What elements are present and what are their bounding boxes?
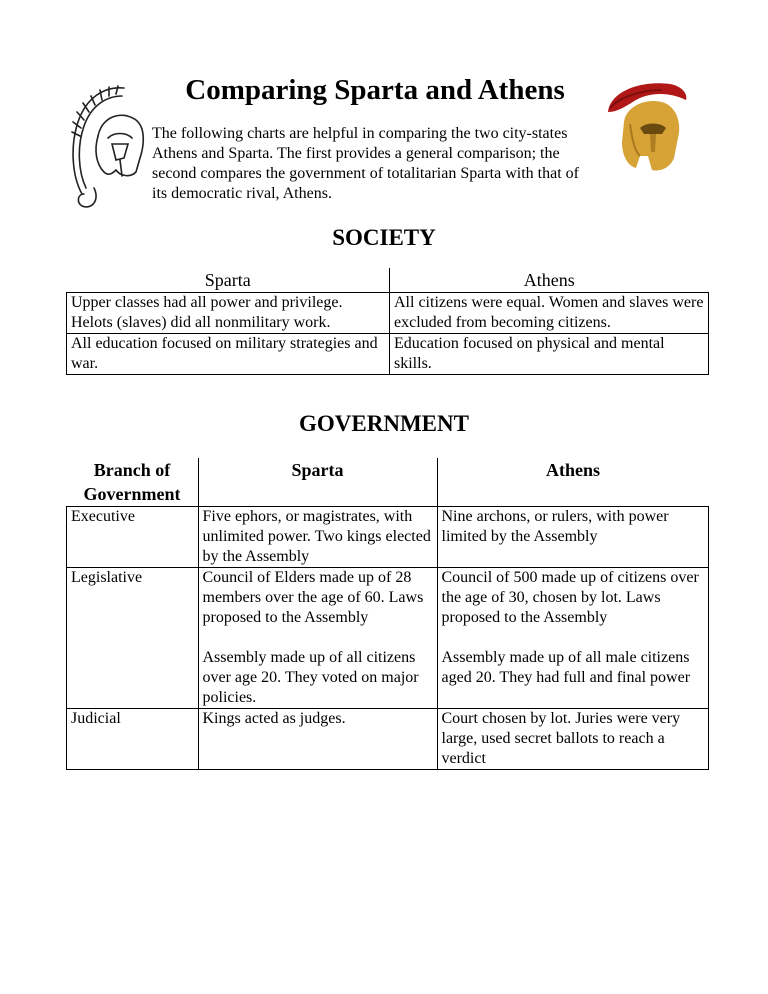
- gov-sparta-text-1: Council of Elders made up of 28 members over the age of 60. Laws proposed to the Assembly: [202, 569, 424, 626]
- society-cell-athens: All citizens were equal. Women and slaves were excluded from becoming citizens.: [390, 293, 709, 334]
- gov-branch-cell: Executive: [67, 507, 199, 568]
- gov-branch-cell: Judicial: [67, 709, 199, 770]
- government-header-row: [67, 458, 709, 507]
- gov-header-athens: Athens: [545, 460, 600, 480]
- society-header-row: [67, 268, 709, 293]
- society-header-sparta: Sparta: [67, 268, 390, 293]
- table-row: [67, 334, 709, 375]
- society-cell-athens: Education focused on physical and mental skills.: [390, 334, 709, 375]
- gov-athens-cell: [437, 568, 709, 709]
- gov-sparta-cell: [198, 568, 437, 709]
- gov-athens-text-2: Assembly made up of all male citizens aged 20. They had full and final power: [441, 649, 691, 686]
- table-row: [67, 293, 709, 334]
- gov-athens-text-1: Council of 500 made up of citizens over the age of 30, chosen by lot. Laws proposed to the Assembly: [441, 569, 699, 626]
- spartan-helmet-sketch-icon: [64, 76, 154, 214]
- society-table: [66, 268, 709, 375]
- gov-header-sparta: Sparta: [198, 458, 437, 507]
- gov-branch-cell: Legislative: [67, 568, 199, 709]
- intro-paragraph: The following charts are helpful in comparing the two city-states Athens and Sparta. The first provides a general comparison; the second compares the government of totalitarian Sparta with that of its democratic rival, Athens.: [152, 125, 579, 202]
- society-header-athens: Athens: [523, 270, 575, 290]
- society-cell-sparta: Upper classes had all power and privilege. Helots (slaves) did all nonmilitary work.: [67, 293, 390, 334]
- golden-crested-helmet-icon: [600, 78, 692, 178]
- society-cell-sparta: All education focused on military strategies and war.: [67, 334, 390, 375]
- page-title: Comparing Sparta and Athens: [185, 74, 565, 106]
- gov-sparta-text-2: Assembly made up of all citizens over age 20. They voted on major policies.: [202, 649, 419, 706]
- society-heading: SOCIETY: [332, 225, 436, 250]
- table-row: [67, 507, 709, 568]
- gov-athens-cell: Nine archons, or rulers, with power limited by the Assembly: [437, 507, 709, 568]
- gov-header-branch: Branch of Government: [67, 458, 199, 507]
- table-row: [67, 709, 709, 770]
- table-row: [67, 568, 709, 709]
- gov-athens-cell: Court chosen by lot. Juries were very large, used secret ballots to reach a verdict: [437, 709, 709, 770]
- gov-sparta-cell: Five ephors, or magistrates, with unlimited power. Two kings elected by the Assembly: [198, 507, 437, 568]
- government-table: [66, 458, 709, 770]
- government-heading: GOVERNMENT: [299, 411, 469, 436]
- gov-sparta-cell: Kings acted as judges.: [198, 709, 437, 770]
